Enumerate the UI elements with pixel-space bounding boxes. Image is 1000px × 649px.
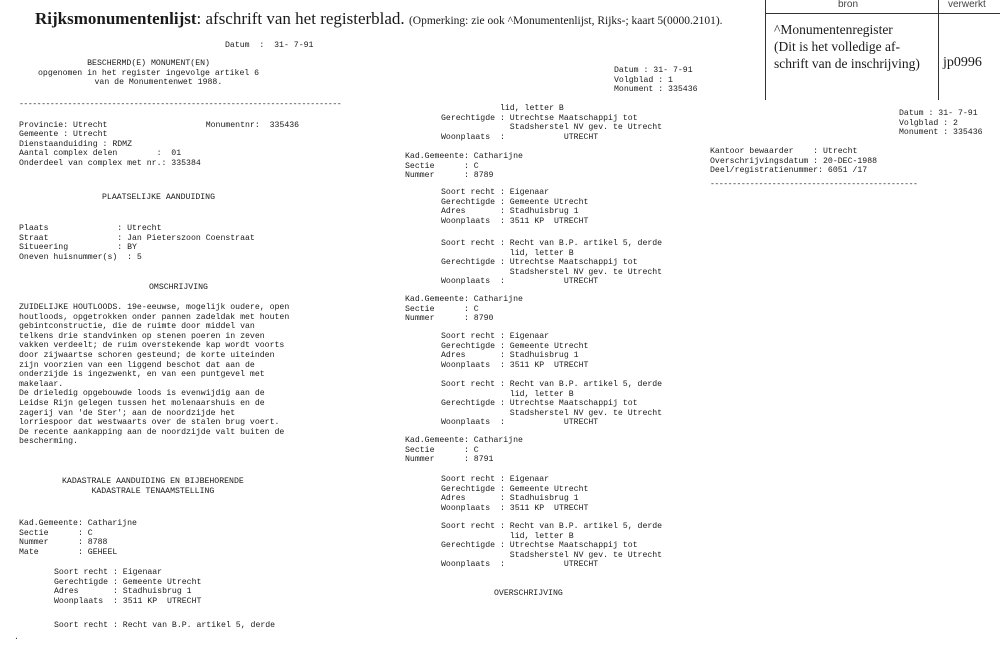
col3-info: Kantoor bewaarder : Utrecht Overschrijvingsdatum : 20-DEC-1988 Deel/registratienummer: 6051 /17 (710, 147, 878, 176)
stray-dot: . (14, 633, 19, 642)
page-title (35, 9, 723, 29)
col3-divider: ----------------------------------------------- (710, 180, 918, 189)
col2-block1: lid, letter B Gerechtigde : Utrechtse Maatschappij tot Stadsherstel NV gev. te Utrecht Woonplaats : UTRECHT (441, 104, 663, 142)
col1-divider: ------------------------------------------------------------------------- (19, 100, 342, 109)
col2-recht3b: Soort recht : Recht van B.P. artikel 5, derde lid, letter B Gerechtigde : Utrechtse Maatschappij tot Stadsherstel NV gev. te Utrecht Woonplaats : UTRECHT (441, 522, 663, 570)
verwerkt-label: verwerkt (948, 0, 986, 10)
title-bold: Rijksmonumentenlijst (35, 9, 197, 28)
col1-kad-block: Kad.Gemeente: Catharijne Sectie : C Nummer : 8788 Mate : GEHEEL (19, 519, 137, 557)
col1-info: Gemeente : Utrecht Dienstaanduiding : RDMZ Aantal complex delen : 01 Onderdeel van complex met nr.: 335384 (19, 130, 201, 168)
source-box-divider (765, 13, 1000, 14)
plaats-heading: PLAATSELIJKE AANDUIDING (102, 193, 216, 202)
col3-meta: Datum : 31- 7-91 Volgblad : 2 Monument : 335436 (899, 109, 983, 138)
col2-kad3: Kad.Gemeente: Catharijne Sectie : C Nummer : 8791 (405, 436, 523, 465)
verwerkt-code: jp0996 (943, 55, 982, 70)
bron-label: bron (838, 0, 859, 10)
omschrijving-heading: OMSCHRIJVING (149, 283, 208, 292)
kadastrale-heading: KADASTRALE AANDUIDING EN BIJBEHORENDE KADASTRALE TENAAMSTELLING (62, 477, 244, 496)
col2-recht2b: Soort recht : Recht van B.P. artikel 5, derde lid, letter B Gerechtigde : Utrechtse Maatschappij tot Stadsherstel NV gev. te Utrecht Woonplaats : UTRECHT (441, 380, 663, 428)
title-note: (Opmerking: zie ook ^Monumentenlijst, Rijks-; kaart 5(0000.2101). (408, 15, 723, 27)
col2-kad2: Kad.Gemeente: Catharijne Sectie : C Nummer : 8790 (405, 295, 523, 324)
col2-kad1: Kad.Gemeente: Catharijne Sectie : C Nummer : 8789 (405, 152, 523, 181)
plaats-block: Plaats : Utrecht Straat : Jan Pieterszoon Coenstraat Situeering : BY Oneven huisnummer(s) : 5 (19, 224, 255, 262)
source-box-column-divider (938, 0, 939, 100)
col1-last-line: Soort recht : Recht van B.P. artikel 5, derde (54, 621, 276, 630)
bron-text: ^Monumentenregister (Dit is het volledige af- schrift van de inschrijving) (774, 22, 920, 71)
col1-recht-block: Soort recht : Eigenaar Gerechtigde : Gemeente Utrecht Adres : Stadhuisbrug 1 Woonplaats : 3511 KP UTRECHT (54, 568, 202, 606)
col2-meta: Datum : 31- 7-91 Volgblad : 1 Monument : 335436 (614, 66, 698, 95)
col2-recht1: Soort recht : Eigenaar Gerechtigde : Gemeente Utrecht Adres : Stadhuisbrug 1 Woonplaats : 3511 KP UTRECHT (441, 188, 589, 226)
col1-provincie: Provincie: Utrecht Monumentnr: 335436 (19, 121, 300, 130)
col1-datum: Datum : 31- 7-91 (225, 41, 314, 50)
title-rest: : afschrift van het registerblad. (196, 9, 405, 28)
overschrijving-heading: OVERSCHRIJVING (494, 589, 563, 598)
col2-recht2: Soort recht : Eigenaar Gerechtigde : Gemeente Utrecht Adres : Stadhuisbrug 1 Woonplaats : 3511 KP UTRECHT (441, 332, 589, 370)
col2-recht3: Soort recht : Eigenaar Gerechtigde : Gemeente Utrecht Adres : Stadhuisbrug 1 Woonplaats : 3511 KP UTRECHT (441, 475, 589, 513)
description-text: ZUIDELIJKE HOUTLOODS. 19e-eeuwse, mogelijk oudere, open houtloods, opgetrokken onder pannen zadeldak met houten gebintconstructie, die de ruimte door middel van telkens drie standvinken op stenen poeren in zeven vakken verdeelt; de ruim overstekende kap wordt voorts door zijwaartse schoren gesteund; de korte uiteinden zijn voorzien van een liggend beschot dat aan de onderzijde is ingezwenkt, en van een puntgevel met makelaar. De drieledig opgebouwde loods is evenwijdig aan de Leidse Rijn gelegen tussen het molenaarshuis en de zagerij van 'de Ster'; aan de noordzijde het lorriespoor dat westwaarts over de stalen brug voert. De recente aankapping aan de noordzijde valt buiten de bescherming. (19, 303, 290, 447)
col1-top-block: BESCHERMD(E) MONUMENT(EN) opgenomen in het register ingevolge artikel 6 van de Monumentenwet 1988. (38, 59, 260, 88)
col2-recht1b: Soort recht : Recht van B.P. artikel 5, derde lid, letter B Gerechtigde : Utrechtse Maatschappij tot Stadsherstel NV gev. te Utrecht Woonplaats : UTRECHT (441, 239, 663, 287)
